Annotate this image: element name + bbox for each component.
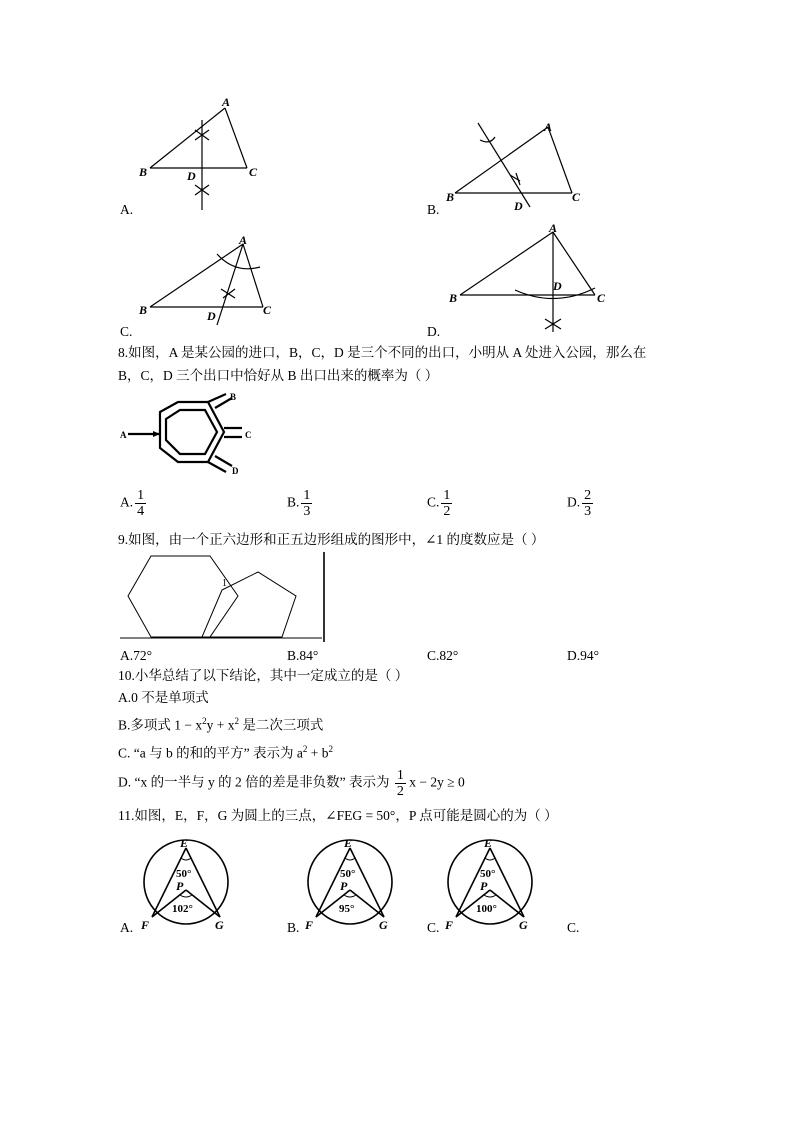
svg-text:95°: 95° — [339, 903, 355, 915]
svg-text:P: P — [176, 879, 184, 893]
q11-option-c: C. — [427, 920, 440, 935]
q11-figure-c — [442, 832, 542, 932]
svg-text:D: D — [232, 466, 239, 476]
q9-hexagon-pentagon-figure — [120, 552, 330, 644]
q8-park-figure — [120, 390, 260, 485]
svg-text:B: B — [449, 291, 458, 305]
q9-option-a: A.72° — [120, 648, 153, 663]
svg-text:50°: 50° — [176, 868, 192, 880]
svg-text:E: E — [180, 836, 189, 850]
svg-text:B: B — [139, 303, 148, 317]
svg-text:P: P — [340, 879, 348, 893]
svg-text:G: G — [379, 918, 388, 932]
svg-text:50°: 50° — [480, 868, 496, 880]
svg-text:C: C — [263, 303, 272, 317]
q7-figure-d — [445, 220, 615, 335]
svg-text:F: F — [445, 918, 454, 932]
svg-text:B: B — [139, 165, 148, 179]
q9-option-c: C.82° — [427, 648, 459, 663]
q9-option-d: D.94° — [567, 648, 600, 663]
q7-option-a: A. — [120, 202, 134, 217]
svg-text:1: 1 — [222, 578, 227, 589]
q9-option-b: B.84° — [287, 648, 319, 663]
svg-text:B: B — [446, 190, 455, 204]
svg-text:E: E — [344, 836, 353, 850]
svg-text:B: B — [230, 392, 237, 402]
q8-stem-line2: B，C，D 三个出口中恰好从 B 出口出来的概率为（ ） — [118, 368, 439, 383]
q10-option-b: B.多项式 $1 - x^2y + x^2$ 是二次三项式 — [118, 716, 324, 733]
svg-text:A: A — [120, 430, 127, 440]
svg-text:G: G — [215, 918, 224, 932]
svg-text:C: C — [572, 190, 581, 204]
q11-option-d: C. — [567, 920, 580, 935]
svg-text:A: A — [222, 95, 231, 109]
svg-text:D: D — [553, 279, 562, 293]
svg-text:102°: 102° — [172, 903, 193, 915]
q10-option-a: A.0 不是单项式 — [118, 690, 209, 705]
q11-stem: 11.如图，E，F，G 为圆上的三点，∠FEG = 50°，P 点可能是圆心的为（ ） — [118, 808, 558, 823]
q9-stem: 9.如图，由一个正六边形和正五边形组成的图形中，∠1 的度数应是（ ） — [118, 532, 545, 547]
q8-stem-line1: 8.如图，A 是某公园的进口，B，C，D 是三个不同的出口，小明从 A 处进入公园，那么在 — [118, 345, 647, 360]
svg-text:100°: 100° — [476, 903, 497, 915]
svg-text:E: E — [484, 836, 493, 850]
q8-option-b: B. $\frac{1}{3}$ — [287, 488, 311, 519]
q7-option-b: B. — [427, 202, 440, 217]
svg-text:G: G — [519, 918, 528, 932]
q11-option-a: A. — [120, 920, 134, 935]
svg-text:D: D — [187, 169, 196, 183]
q10-option-c: C. “a 与 b 的和的平方” 表示为 $a^2 + b^2$ — [118, 744, 333, 761]
svg-text:D: D — [207, 309, 216, 323]
svg-text:P: P — [480, 879, 488, 893]
q8-option-c: C. $\frac{1}{2}$ — [427, 488, 451, 519]
svg-text:C: C — [597, 291, 606, 305]
q7-option-c: C. — [120, 324, 133, 339]
q7-figure-c — [135, 232, 285, 327]
q7-figure-b — [440, 115, 600, 215]
q7-option-d: D. — [427, 324, 441, 339]
q11-figure-b — [302, 832, 402, 932]
svg-text:A: A — [549, 221, 558, 235]
svg-text:C: C — [245, 430, 252, 440]
svg-text:D: D — [514, 199, 523, 213]
svg-text:A: A — [239, 233, 248, 247]
svg-text:A: A — [544, 120, 553, 134]
q10-stem: 10.小华总结了以下结论，其中一定成立的是（ ） — [118, 668, 409, 683]
q7-figure-a — [125, 90, 295, 215]
q8-option-a: A. $\frac{1}{4}$ — [120, 488, 145, 519]
q8-option-d: D. $\frac{2}{3}$ — [567, 488, 592, 519]
q11-option-b: B. — [287, 920, 300, 935]
q10-option-d: D. “x 的一半与 y 的 2 倍的差是非负数” 表示为 $\frac{1}{2}$ x − 2y ≥ 0 — [118, 768, 465, 799]
svg-text:C: C — [249, 165, 258, 179]
svg-text:50°: 50° — [340, 868, 356, 880]
svg-text:F: F — [305, 918, 314, 932]
q11-figure-a — [138, 832, 238, 932]
svg-text:F: F — [141, 918, 150, 932]
